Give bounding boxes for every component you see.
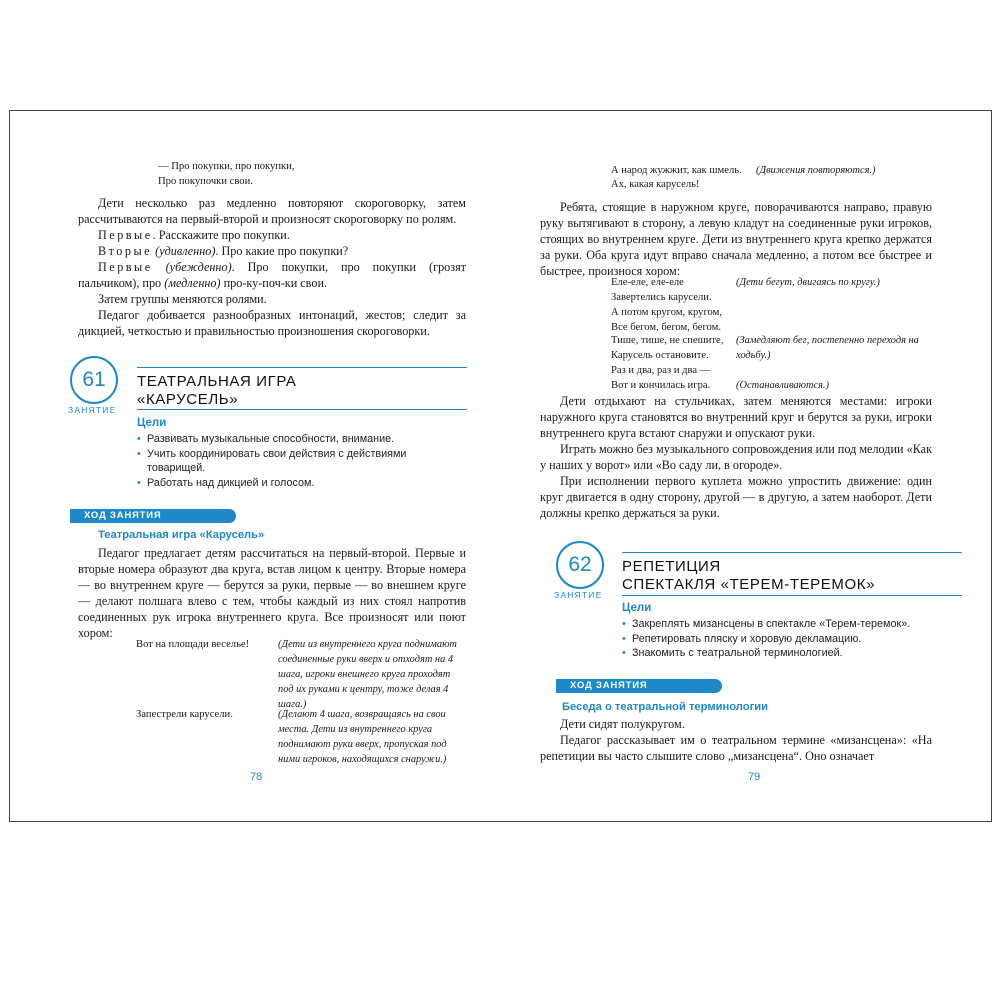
speaker: Первые (98, 228, 153, 242)
paragraph: Педагог предлагает детям рассчитаться на первый-второй. Первые и вторые номера образуют два круга, встав лицом к центру. Вторые номера — во внутреннем круге — берутся за руки, первые — во внешнем круге — делают полшага влево с тем, чтобы каждый из них стоял напротив соединенных рук игрока внутреннего круга. Все произносят или поют хором: (78, 546, 466, 640)
goals-list (622, 617, 962, 661)
divider (622, 552, 962, 553)
right-page (500, 111, 991, 821)
paragraph: Педагог добивается разнообразных интонаций, жестов; следит за дикцией, четкостью и правильностью произношения скороговорки. (78, 308, 466, 338)
goal-item: • Репетировать пляску и хоровую декламацию. (622, 632, 962, 647)
lesson-number: 62 (556, 541, 604, 589)
dialogue-line-3 (78, 259, 466, 291)
verse-line: Запестрели карусели. (136, 709, 233, 720)
divider (622, 595, 962, 596)
paragraph: Ребята, стоящие в наружном круге, поворачиваются направо, правую руку вытягивают в сторону, а левую кладут на соединенные руки игроков, стоящих во внутреннем круге. Дети из внутреннего круга крепко держатся за руки. Оба круга идут вправо сначала медленно, а потом все быстрее и быстрее, произнося хором: (540, 200, 932, 278)
course-bar-label: ХОД ЗАНЯТИЯ (570, 680, 648, 691)
lesson-title (137, 373, 297, 409)
divider (137, 367, 467, 368)
lesson-word: ЗАНЯТИЕ (554, 590, 603, 600)
paragraph: Играть можно без музыкального сопровождения или под мелодии «Как у наших у ворот» или «Во саду ли, в огороде». (540, 442, 932, 472)
paragraph: Дети сидят полукругом. (560, 717, 685, 731)
verse-line: Вот на площади веселье! (136, 639, 250, 650)
verse-line: Карусель остановите. (611, 350, 709, 361)
subheading: Беседа о театральной терминологии (562, 701, 769, 713)
dialogue-line-2 (78, 243, 466, 259)
line-text: . Про какие про покупки? (215, 244, 349, 258)
verse-line: А потом кругом, кругом, (611, 307, 722, 318)
stage-direction: (Останавливаются.) (736, 380, 829, 391)
subheading: Театральная игра «Карусель» (98, 529, 265, 541)
page-number: 78 (250, 771, 263, 783)
stage-direction: (Дети из внутреннего круга поднимают соединенные руки вверх и отходят на 4 шага, игроки внешнего круга проходят под их руками к центру, тоже делая 4 шага.) (278, 639, 457, 710)
verse-line: Еле-еле, еле-еле (611, 277, 684, 288)
stage-direction: (Движения повторяются.) (756, 165, 876, 176)
verse-line: Раз и два, раз и два — (611, 365, 711, 376)
left-page (10, 111, 500, 821)
lesson-number: 61 (70, 356, 118, 404)
poem-line: — Про покупки, про покупки, (158, 161, 295, 172)
goal-item: • Учить координировать свои действия с действиями товарищей. (137, 447, 467, 476)
lesson-title (622, 558, 875, 594)
stage-direction: (убежденно) (165, 260, 232, 274)
goals-list (137, 432, 467, 490)
book-spread (9, 110, 992, 822)
verse-line: Ах, какая карусель! (611, 179, 700, 190)
paragraph: Дети отдыхают на стульчиках, затем меняются местами: игроки наружного круга становятся во внутренний круг и берутся за руки, игроки внутреннего круга встают снаружи и опускают руки. (540, 394, 932, 440)
course-bar (556, 679, 722, 693)
goal-item: • Работать над дикцией и голосом. (137, 476, 467, 491)
verse-line: А народ жужжит, как шмель. (611, 165, 742, 176)
paragraph: При исполнении первого куплета можно упростить движение: один круг двигается в одну сторону, другой — в другую, а затем наоборот. Дети должны крепко держаться за руки. (540, 474, 932, 520)
lesson-word: ЗАНЯТИЕ (68, 405, 117, 415)
poem-line: Про покупочки свои. (158, 176, 253, 187)
lesson-title-line: РЕПЕТИЦИЯ (622, 558, 721, 575)
stage-direction: (Дети бегут, двигаясь по кругу.) (736, 277, 880, 288)
line-text: про-ку-поч-ки свои. (223, 276, 328, 290)
course-bar (70, 509, 236, 523)
stage-direction: (медленно) (164, 276, 221, 290)
goals-heading: Цели (622, 602, 652, 614)
stanza (611, 275, 731, 335)
paragraph: Затем группы меняются ролями. (98, 292, 267, 306)
stage-direction: (удивленно) (155, 244, 216, 258)
verse-line: Тише, тише, не спешите, (611, 335, 724, 346)
goal-item: • Закреплять мизансцены в спектакле «Терем-теремок». (622, 617, 962, 632)
lesson-title-line: ТЕАТРАЛЬНАЯ ИГРА (137, 373, 297, 390)
goals-heading: Цели (137, 417, 167, 429)
goal-item: • Знакомить с театральной терминологией. (622, 646, 962, 661)
dialogue-line-1 (78, 227, 466, 243)
paragraph: Педагог рассказывает им о театральном термине «мизансцена»: «На репетиции вы часто слышите слово „мизансцена“. Оно означает (540, 733, 932, 763)
goal-item: • Развивать музыкальные способности, внимание. (137, 432, 467, 447)
course-bar-label: ХОД ЗАНЯТИЯ (84, 510, 162, 521)
stanza (611, 333, 736, 393)
stage-direction: (Делают 4 шага, возвращаясь на свои места. Дети из внутреннего круга поднимают руки вверх, пропуская под ними игроков, находящихся снаружи.) (278, 709, 447, 765)
line-text: . Про покупки, про покупки (грозят пальчиком), про (78, 260, 466, 290)
line-text: . Расскажите про покупки. (152, 228, 290, 242)
speaker: Вторые (98, 244, 153, 258)
speaker: Первые (98, 260, 153, 274)
page-number: 79 (748, 771, 761, 783)
poem-top (158, 159, 458, 189)
lesson-title-line: «КАРУСЕЛЬ» (137, 391, 239, 408)
lesson-title-line: СПЕКТАКЛЯ «ТЕРЕМ-ТЕРЕМОК» (622, 576, 876, 593)
verse-line: Все бегом, бегом, бегом. (611, 322, 721, 333)
paragraph: Дети несколько раз медленно повторяют скороговорку, затем рассчитываются на первый-второй и произносят скороговорку по ролям. (78, 196, 466, 226)
divider (137, 409, 467, 410)
verse-line: Завертелись карусели. (611, 292, 712, 303)
verse-line: Вот и кончилась игра. (611, 380, 711, 391)
stage-direction: (Замедляют бег, постепенно переходя на ходьбу.) (736, 335, 919, 361)
